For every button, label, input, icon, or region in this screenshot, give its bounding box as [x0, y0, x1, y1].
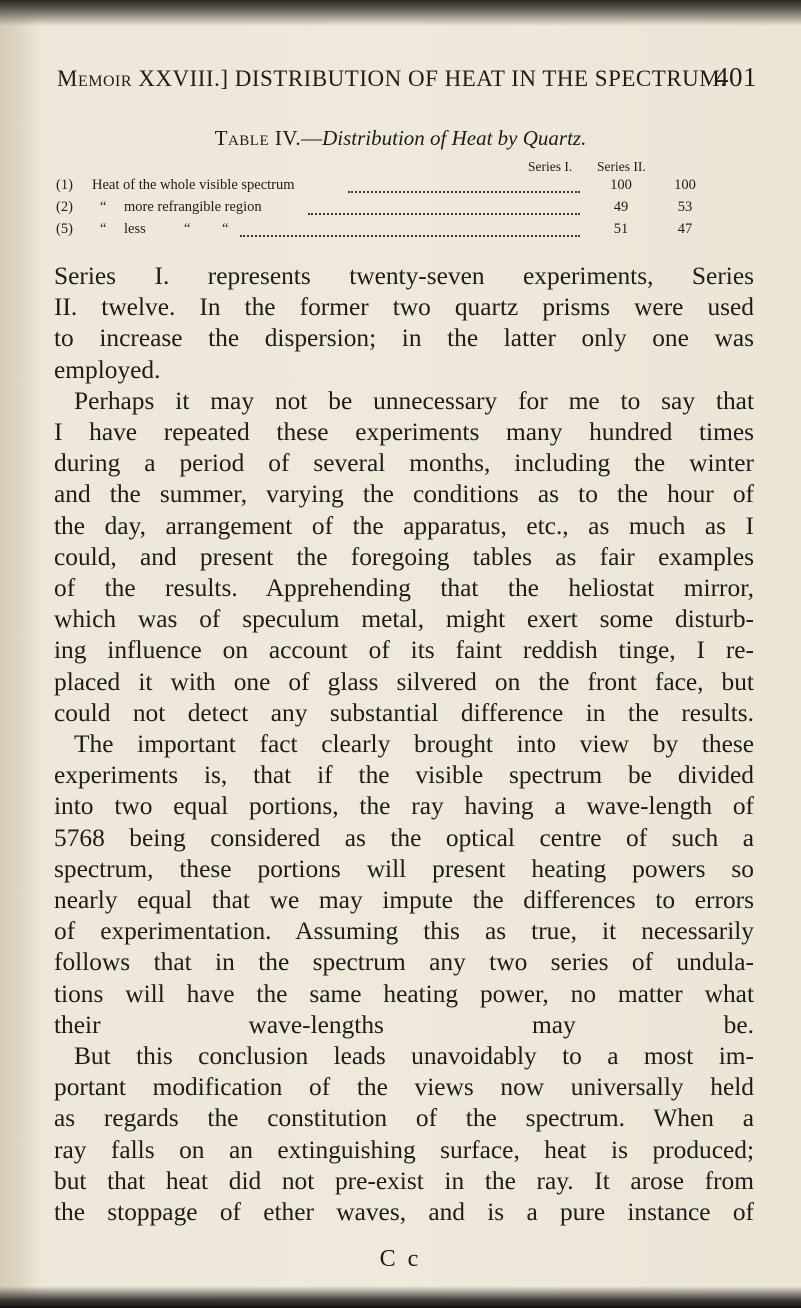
- table-row: [56, 199, 746, 219]
- table-row: [56, 177, 746, 197]
- row-label: more refrangible region: [124, 199, 262, 215]
- page-gutter-shading: [0, 0, 40, 1308]
- ditto-mark: “: [100, 221, 107, 237]
- text-line: I have repeated these experiments many hundred times: [54, 418, 754, 447]
- row-label: Heat of the whole visible spectrum: [92, 177, 295, 193]
- text-line: their wave-lengths may be.: [54, 1010, 754, 1039]
- memoir-reference: Memoir XXVIII.]: [57, 66, 229, 91]
- series-1-value: 100: [610, 177, 632, 193]
- body-text: [54, 261, 754, 1228]
- text-line: portant modification of the views now universally held: [54, 1073, 754, 1102]
- text-line: ing influence on account of its faint reddish tinge, I re-: [54, 636, 754, 665]
- text-line: Series I. represents twenty-seven experiments, Series: [54, 262, 754, 290]
- paragraph: [54, 1041, 754, 1228]
- text-line: as regards the constitution of the spectrum. When a: [54, 1104, 754, 1133]
- series-1-value: 49: [613, 199, 629, 215]
- text-line: experiments is, that if the visible spectrum be divided: [54, 761, 754, 790]
- table-label: Table IV.: [214, 126, 302, 150]
- running-header: [57, 62, 757, 92]
- ditto-mark: “: [222, 221, 229, 237]
- text-line: of experimentation. Assuming this as true, it necessarily: [54, 917, 754, 946]
- signature-mark: C c: [379, 1246, 422, 1272]
- row-number: (5): [56, 221, 73, 237]
- row-number: (1): [56, 177, 73, 193]
- text-line: and the summer, varying the conditions as to the hour of: [54, 480, 754, 509]
- paragraph: [54, 729, 754, 1041]
- running-title: DISTRIBUTION OF HEAT IN THE SPECTRUM.: [234, 66, 727, 91]
- text-line: during a period of several months, including the winter: [54, 449, 754, 478]
- text-line: But this conclusion leads unavoidably to a most im-: [74, 1042, 754, 1071]
- table-description: Distribution of Heat by Quartz.: [322, 126, 587, 150]
- text-line: could, and present the foregoing tables as fair examples: [54, 542, 754, 571]
- text-line: follows that in the spectrum any two series of undula-: [54, 948, 754, 977]
- table-caption: [0, 126, 801, 151]
- row-number: (2): [56, 199, 73, 215]
- text-line: II. twelve. In the former two quartz prisms were used: [54, 293, 754, 322]
- text-line: but that heat did not pre-exist in the ray. It arose from: [54, 1166, 754, 1195]
- text-line: The important fact clearly brought into view by these: [74, 730, 754, 759]
- top-edge-shadow: [0, 0, 801, 26]
- text-line: could not detect any substantial difference in the results.: [54, 698, 754, 727]
- dot-leader: [240, 217, 580, 237]
- text-line: employed.: [54, 355, 161, 384]
- text-line: spectrum, these portions will present heating powers so: [54, 854, 754, 883]
- text-line: 5768 being considered as the optical centre of such a: [54, 823, 754, 852]
- text-line: to increase the dispersion; in the latter only one was: [54, 324, 754, 353]
- text-line: Perhaps it may not be unnecessary for me to say that: [74, 386, 754, 415]
- paragraph: [54, 386, 754, 729]
- text-line: which was of speculum metal, might exert some disturb-: [54, 605, 754, 634]
- dot-leader: [348, 173, 580, 193]
- text-line: ray falls on an extinguishing surface, heat is produced;: [54, 1135, 754, 1164]
- bottom-edge-shadow: [0, 1286, 801, 1308]
- paragraph: [54, 261, 754, 386]
- text-line: of the results. Apprehending that the heliostat mirror,: [54, 574, 754, 603]
- series-2-value: 100: [674, 177, 696, 193]
- row-label: less: [124, 221, 146, 237]
- series-2-value: 53: [677, 199, 693, 215]
- text-line: into two equal portions, the ray having a wave-length of: [54, 792, 754, 821]
- column-header-series-1: Series I.: [528, 159, 573, 174]
- page-number: 401: [715, 62, 757, 92]
- table-row: [56, 221, 746, 241]
- series-2-value: 47: [677, 221, 693, 237]
- dot-leader: [308, 195, 580, 215]
- text-line: the stoppage of ether waves, and is a pure instance of: [54, 1198, 754, 1227]
- text-line: placed it with one of glass silvered on the front face, but: [54, 667, 754, 696]
- ditto-mark: “: [100, 199, 107, 215]
- ditto-mark: “: [184, 221, 191, 237]
- text-line: nearly equal that we may impute the differences to errors: [54, 886, 754, 915]
- series-1-value: 51: [613, 221, 629, 237]
- table-dash: —: [301, 126, 323, 150]
- column-header-series-2: Series II.: [597, 159, 646, 174]
- text-line: tions will have the same heating power, no matter what: [54, 979, 754, 1008]
- text-line: the day, arrangement of the apparatus, etc., as much as I: [54, 511, 754, 540]
